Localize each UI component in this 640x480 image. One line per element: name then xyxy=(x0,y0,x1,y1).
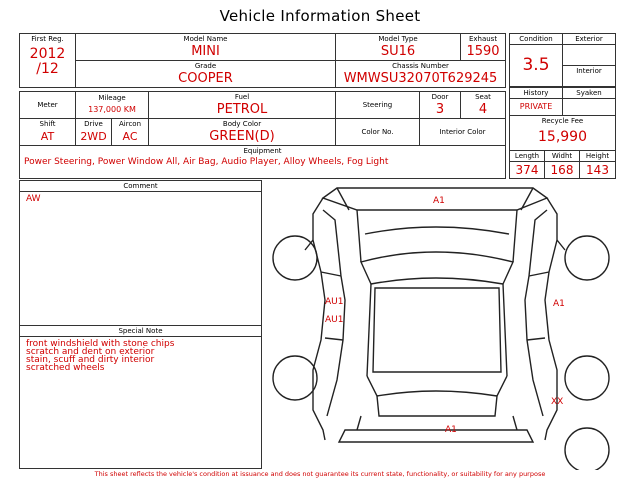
condition-label: Condition xyxy=(510,34,563,45)
fuel-value: PETROL xyxy=(216,102,268,117)
history-table xyxy=(509,87,616,179)
meter-label: Meter xyxy=(37,101,58,109)
exterior-label: Exterior xyxy=(563,34,616,45)
special-note-box xyxy=(19,325,262,469)
mileage-value: 137,000 KM xyxy=(88,105,136,114)
condition-value: 3.5 xyxy=(510,45,563,87)
height-value: 143 xyxy=(580,162,616,179)
shift-value: AT xyxy=(40,130,55,143)
model-name-value: MINI xyxy=(191,44,220,59)
mileage-label: Mileage xyxy=(98,94,126,102)
drive-label: Drive xyxy=(84,120,103,128)
wheel-rear-left xyxy=(273,356,317,400)
width-label: Widht xyxy=(545,151,580,162)
special-note-value: front windshield with stone chips scratch and dent on exterior stain, scuff and dirty interior scratched wheels xyxy=(26,339,175,373)
comment-value: AW xyxy=(26,194,41,204)
recycle-fee-value: 15,990 xyxy=(538,129,587,145)
wheel-front-right xyxy=(565,236,609,280)
first-reg-label: First Reg. xyxy=(31,35,64,43)
length-value: 374 xyxy=(510,162,545,179)
model-type-value: SU16 xyxy=(380,44,416,59)
steering-label: Steering xyxy=(362,101,393,109)
width-value: 168 xyxy=(545,162,580,179)
body-color-value: GREEN(D) xyxy=(209,129,275,144)
comment-box xyxy=(19,180,262,326)
chassis-label: Chassis Number xyxy=(392,62,449,70)
damage-mark-rear: A1 xyxy=(445,425,457,435)
damage-mark-left-rear-door: AU1 xyxy=(325,315,344,325)
grade-label: Grade xyxy=(194,62,217,70)
damage-mark-left-front-door: AU1 xyxy=(325,297,344,307)
drive-value: 2WD xyxy=(80,130,107,143)
length-label: Length xyxy=(510,151,545,162)
door-value: 3 xyxy=(435,102,445,117)
first-reg-value: 2012 /12 xyxy=(29,46,66,77)
syaken-value xyxy=(563,99,616,116)
chassis-value: WMWSU32070T629245 xyxy=(343,71,498,86)
spare-wheel xyxy=(565,428,609,470)
equipment-label: Equipment xyxy=(243,147,282,155)
special-note-label: Special Note xyxy=(20,326,261,337)
shift-label: Shift xyxy=(39,120,56,128)
exhaust-label: Exhaust xyxy=(468,35,498,43)
damage-mark-front: A1 xyxy=(433,196,445,206)
aircon-label: Aircon xyxy=(118,120,142,128)
model-type-label: Model Type xyxy=(378,35,418,43)
equipment-value: Power Steering, Power Window All, Air Bag, Audio Player, Alloy Wheels, Fog Light xyxy=(24,157,389,167)
vehicle-info-table xyxy=(19,33,506,179)
comment-label: Comment xyxy=(20,181,261,192)
door-label: Door xyxy=(431,93,449,101)
color-no-label: Color No. xyxy=(361,128,394,136)
recycle-fee-label: Recycle Fee xyxy=(541,117,584,125)
seat-value: 4 xyxy=(478,102,488,117)
exhaust-value: 1590 xyxy=(466,44,500,59)
wheel-rear-right xyxy=(565,356,609,400)
height-label: Height xyxy=(580,151,616,162)
condition-table xyxy=(509,33,616,87)
interior-label: Interior xyxy=(563,66,616,87)
damage-mark-right-side: A1 xyxy=(553,299,565,309)
footer-disclaimer: This sheet reflects the vehicle's condition at issuance and does not guarantee its current state, functionality, or suitability for any purpose xyxy=(94,470,546,478)
seat-label: Seat xyxy=(475,93,491,101)
damage-mark-rear-wheel: XX xyxy=(551,397,564,407)
car-damage-diagram xyxy=(265,180,625,470)
page-title: Vehicle Information Sheet xyxy=(219,7,421,25)
model-name-label: Model Name xyxy=(183,35,228,43)
syaken-label: Syaken xyxy=(563,88,616,99)
grade-value: COOPER xyxy=(178,71,233,86)
interior-color-label: Interior Color xyxy=(439,128,486,136)
history-label: History xyxy=(510,88,563,99)
history-value: PRIVATE xyxy=(510,99,563,116)
body-color-label: Body Color xyxy=(222,120,262,128)
fuel-label: Fuel xyxy=(234,93,250,101)
aircon-value: AC xyxy=(122,130,138,143)
